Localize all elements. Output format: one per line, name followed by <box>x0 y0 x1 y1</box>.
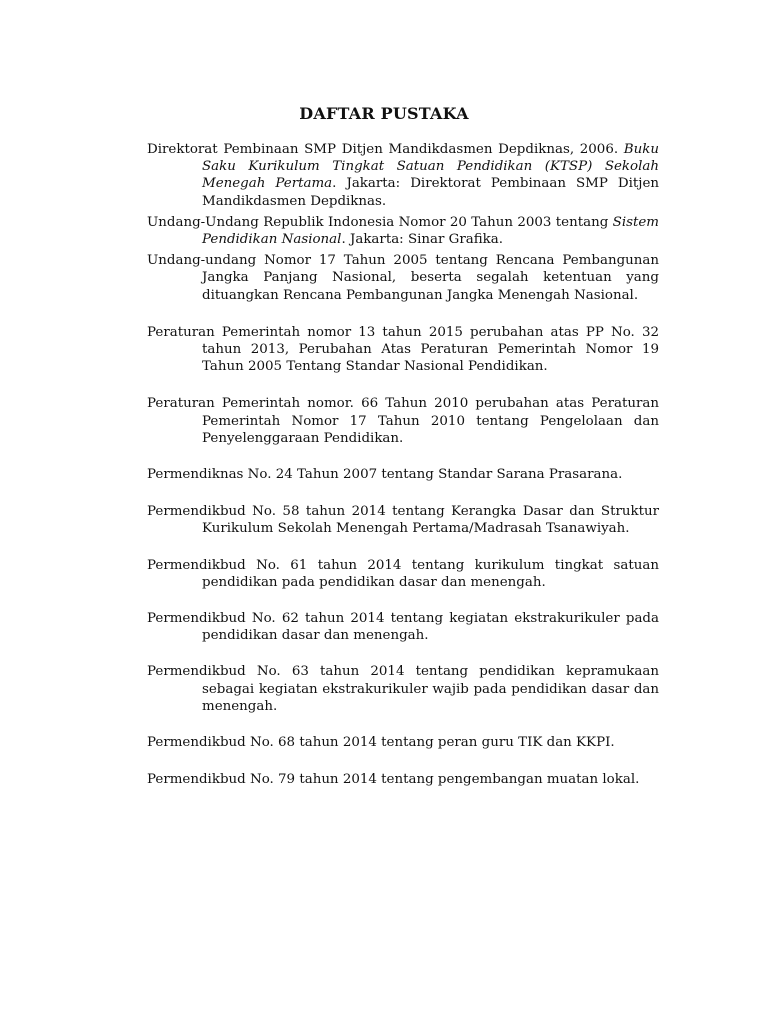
reference-list <box>147 141 659 788</box>
reference-text: Permendiknas No. 24 Tahun 2007 tentang Standar Sarana Prasarana. <box>147 467 623 483</box>
reference-text: Permendikbud No. 79 tahun 2014 tentang pengembangan muatan lokal. <box>147 772 640 788</box>
reference-text: Undang-Undang Republik Indonesia Nomor 20 Tahun 2003 tentang <box>147 214 613 230</box>
reference-item <box>147 214 659 248</box>
page-title: DAFTAR PUSTAKA <box>299 104 469 123</box>
reference-item <box>147 252 659 304</box>
reference-text: Permendikbud No. 62 tahun 2014 tentang kegiatan ekstrakurikuler pada pendidikan dasar dan menengah. <box>147 611 659 644</box>
reference-title: Sistem Pendidikan Nasional <box>202 214 659 248</box>
reference-text-end: . Jakarta: Sinar Grafika. <box>341 232 504 248</box>
reference-item <box>147 771 659 788</box>
reference-item <box>147 663 659 715</box>
reference-item <box>147 557 659 591</box>
reference-text: Direktorat Pembinaan SMP Ditjen Mandikdasmen Depdiknas, 2006. <box>147 142 624 157</box>
reference-text: Peraturan Pemerintah nomor 13 tahun 2015 perubahan atas PP No. 32 tahun 2013, Perubahan Atas Peraturan Pemerintah Nomor 19 Tahun 2005 Tentang Standar Nasional Pendidikan. <box>147 324 659 375</box>
reference-text: Permendikbud No. 68 tahun 2014 tentang peran guru TIK dan KKPI. <box>147 735 615 751</box>
reference-text: Undang-undang Nomor 17 Tahun 2005 tentang Rencana Pembangunan Jangka Panjang Nasional, beserta segalah ketentuan yang dituangkan Rencana Pembangunan Jangka Menengah Nasional. <box>147 253 659 303</box>
reference-text: Permendikbud No. 63 tahun 2014 tentang pendidikan kepramukaan sebagai kegiatan ekstrakurikuler wajib pada pendidikan dasar dan menengah. <box>147 664 659 714</box>
reference-item <box>147 324 659 376</box>
reference-item <box>147 141 659 210</box>
reference-item <box>147 734 659 751</box>
reference-text-end: . Jakarta: Direktorat Pembinaan SMP Ditjen Mandikdasmen Depdiknas. <box>202 176 660 209</box>
reference-text: Peraturan Pemerintah nomor. 66 Tahun 2010 perubahan atas Peraturan Pemerintah Nomor 17 Tahun 2010 tentang Pengelolaan dan Penyelenggaraan Pendidikan. <box>147 396 659 446</box>
reference-text: Permendikbud No. 58 tahun 2014 tentang Kerangka Dasar dan Struktur Kurikulum Sekolah Menengah Pertama/Madrasah Tsanawiyah. <box>147 504 659 537</box>
reference-item <box>147 395 659 447</box>
reference-title: Buku Saku Kurikulum Tingkat Satuan Pendidikan (KTSP) Sekolah Menegah Pertama <box>202 142 659 192</box>
reference-item <box>147 503 659 537</box>
reference-text: Permendikbud No. 61 tahun 2014 tentang kurikulum tingkat satuan pendidikan pada pendidikan dasar dan menengah. <box>147 557 659 590</box>
reference-item <box>147 466 659 483</box>
reference-item <box>147 610 659 644</box>
